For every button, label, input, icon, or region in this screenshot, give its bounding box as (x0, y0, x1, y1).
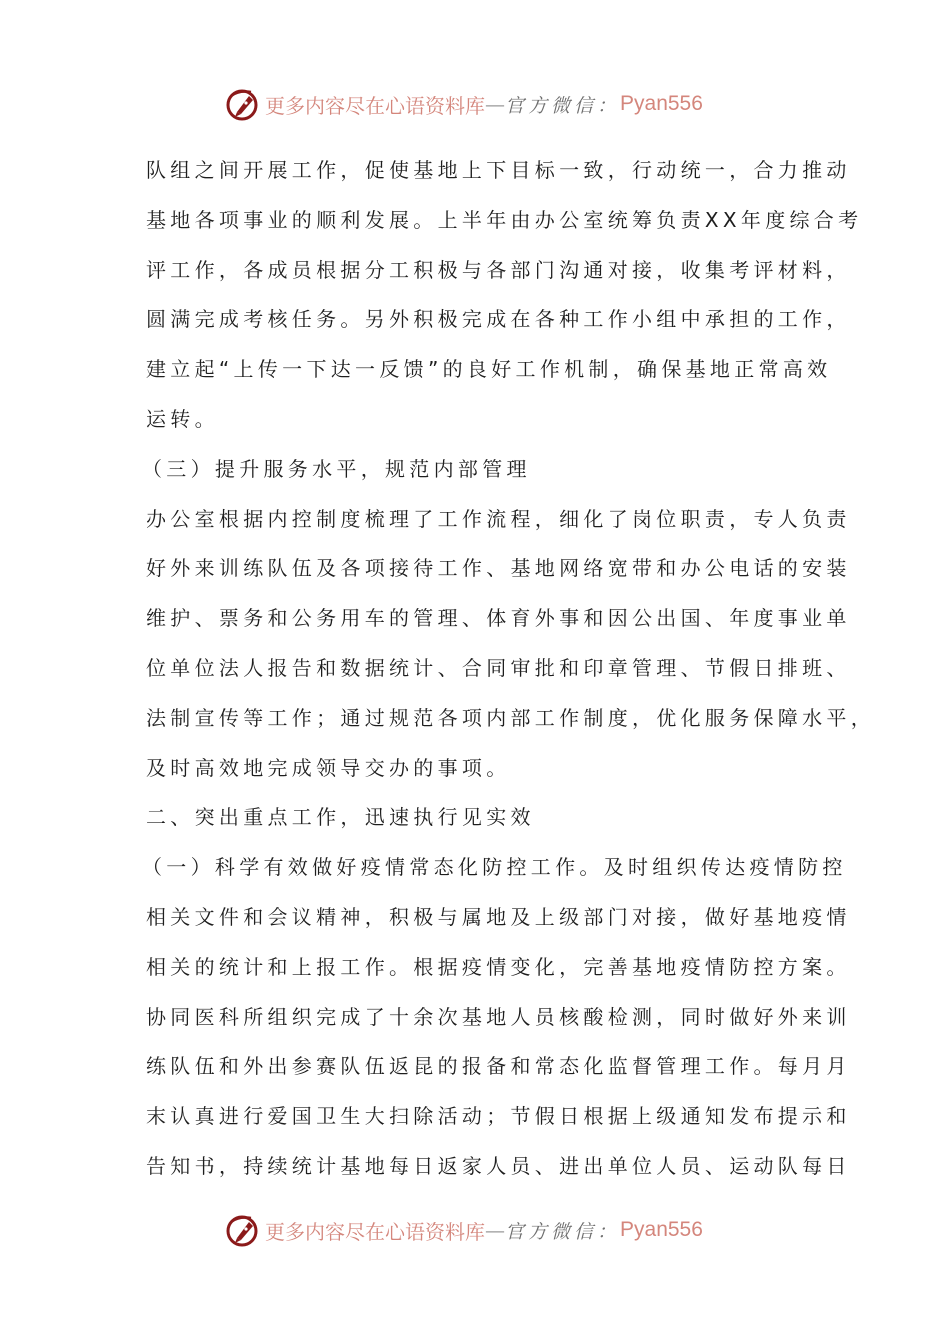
text-line: 好外来训练队伍及各项接待工作、基地网络宽带和办公电话的安装 (146, 556, 851, 581)
text-line: 队组之间开展工作，促使基地上下目标一致，行动统一，合力推动 (146, 158, 851, 182)
text-line: 位单位法人报告和数据统计、合同审批和印章管理、节假日排班、 (146, 655, 851, 680)
text-line: 维护、票务和公务用车的管理、体育外事和因公出国、年度事业单 (146, 606, 851, 631)
text-line: 相关文件和会议精神，积极与属地及上级部门对接，做好基地疫情 (146, 904, 851, 929)
watermark-dash: — (485, 92, 505, 116)
watermark-wechat-label: 官方微信： (505, 94, 621, 117)
watermark-site-text: 更多内容尽在心语资料库 (265, 1219, 485, 1244)
text-line: 评工作，各成员根据分工积极与各部门沟通对接，收集考评材料， (146, 257, 851, 282)
text-line: 及时高效地完成领导交办的事项。 (146, 755, 511, 780)
watermark-wechat-id: Pyan556 (620, 1218, 703, 1241)
header-watermark (225, 84, 703, 124)
text-line: 相关的统计和上报工作。根据疫情变化，完善基地疫情防控方案。 (146, 954, 851, 979)
watermark-dash: — (485, 1218, 505, 1242)
text-line: 运转。 (146, 406, 219, 431)
text-line: （一）科学有效做好疫情常态化防控工作。及时组织传达疫情防控 (142, 855, 847, 880)
text-line: 基地各项事业的顺利发展。上半年由办公室统筹负责XX年度综合考 (146, 207, 863, 232)
pen-nib-logo-icon (225, 1212, 261, 1248)
text-line: 办公室根据内控制度梳理了工作流程，细化了岗位职责，专人负责 (146, 506, 851, 531)
text-line: 末认真进行爱国卫生大扫除活动；节假日根据上级通知发布提示和 (146, 1104, 851, 1129)
text-line: 圆满完成考核任务。另外积极完成在各种工作小组中承担的工作， (146, 307, 851, 332)
watermark-wechat-id: Pyan556 (620, 92, 703, 115)
section-heading: （三）提升服务水平，规范内部管理 (142, 456, 531, 481)
text-line: 建立起“上传一下达一反馈”的良好工作机制，确保基地正常高效 (146, 357, 832, 382)
footer-watermark (225, 1210, 703, 1250)
text-line: 练队伍和外出参赛队伍返昆的报备和常态化监督管理工作。每月月 (146, 1054, 851, 1079)
watermark-site-text: 更多内容尽在心语资料库 (265, 93, 485, 118)
section-heading: 二、突出重点工作，迅速执行见实效 (146, 805, 535, 830)
document-body (142, 150, 875, 1196)
text-line: 协同医科所组织完成了十余次基地人员核酸检测，同时做好外来训 (146, 1004, 851, 1029)
text-line: 法制宣传等工作；通过规范各项内部工作制度，优化服务保障水平， (146, 705, 875, 730)
pen-nib-logo-icon (225, 86, 261, 122)
text-line: 告知书，持续统计基地每日返家人员、进出单位人员、运动队每日 (146, 1153, 851, 1178)
watermark-wechat-label: 官方微信： (505, 1220, 621, 1243)
